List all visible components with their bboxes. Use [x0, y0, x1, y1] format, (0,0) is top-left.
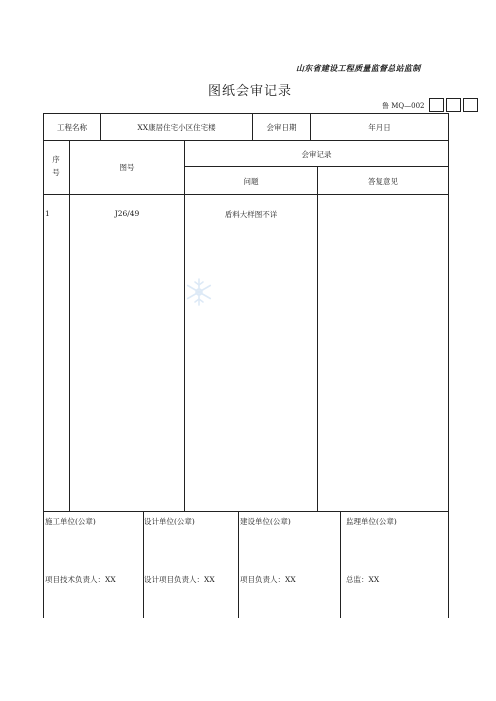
org-header: 山东省建设工程质量监督总站监制 — [296, 63, 421, 73]
sig-supervision-unit: 监理单位(公章) — [346, 517, 397, 526]
code-box-3[interactable] — [463, 98, 478, 112]
code-box-1[interactable] — [429, 98, 444, 112]
project-name-value[interactable]: XX康居住宅小区住宅楼 — [137, 123, 216, 132]
col-seq-header: 序号 — [52, 155, 60, 177]
form-code: 鲁 MQ—002 — [382, 102, 425, 110]
sig-construction-person[interactable]: 项目技术负责人：XX — [45, 575, 116, 584]
sig-construction-unit: 施工单位(公章) — [45, 517, 96, 526]
col-issue-header: 问题 — [243, 177, 259, 186]
code-box-2[interactable] — [446, 98, 461, 112]
project-name-label: 工程名称 — [57, 123, 87, 132]
page-title: 图纸会审记录 — [207, 84, 292, 99]
sig-design-unit: 设计单位(公章) — [144, 517, 195, 526]
sig-supervision-person[interactable]: 总监：XX — [346, 575, 380, 584]
snowflake-watermark-icon — [184, 277, 214, 307]
sig-design-person[interactable]: 设计项目负责人：XX — [144, 575, 215, 584]
sig-owner-person[interactable]: 项目负责人：XX — [240, 575, 296, 584]
review-date-label: 会审日期 — [266, 123, 297, 132]
col-drawing-no-header: 图号 — [119, 163, 135, 172]
col-record-group-header: 会审记录 — [301, 150, 332, 159]
col-reply-header: 答复意见 — [368, 177, 398, 186]
sig-owner-unit: 建设单位(公章) — [240, 517, 291, 526]
row-drawing-no: J26/49 — [114, 209, 140, 218]
review-date-value[interactable]: 年月日 — [368, 123, 391, 132]
row-issue: 盾料大样图不详 — [224, 210, 278, 219]
row-seq: 1 — [45, 209, 50, 218]
